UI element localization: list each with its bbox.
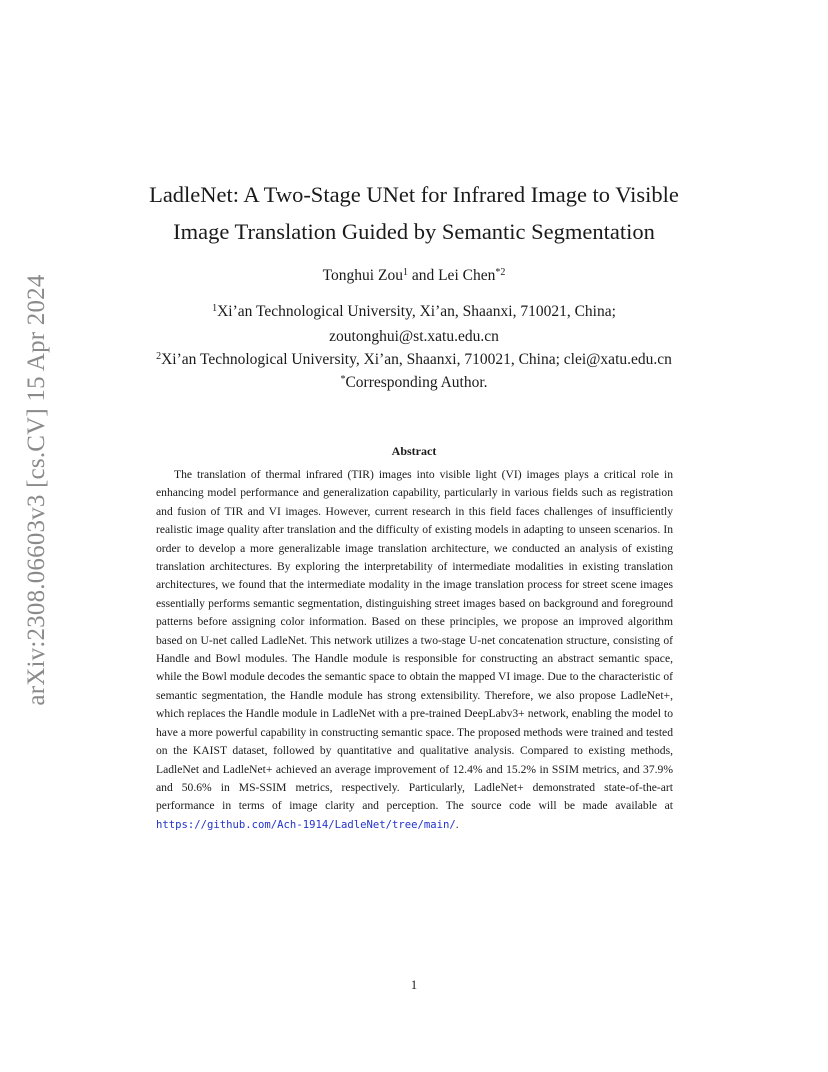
author-connector: and [407, 267, 439, 284]
abstract-heading: Abstract [391, 444, 437, 458]
corresponding-text: Corresponding Author. [345, 374, 488, 391]
author-1-affiliation-mark: 1 [402, 267, 408, 278]
title-line-2: Image Translation Guided by Semantic Segmentation [173, 219, 655, 244]
affiliation-1 [100, 302, 728, 322]
affiliation-2 [100, 350, 728, 370]
affiliation-1-text: Xi’an Technological University, Xi’an, Shaanxi, 710021, China; [217, 303, 616, 320]
affiliation-1-mark: 1 [212, 303, 218, 314]
affiliation-1-email: zoutonghui@st.xatu.edu.cn [329, 328, 499, 345]
source-code-link[interactable]: https://github.com/Ach-1914/LadleNet/tree/main/ [156, 818, 456, 831]
paper-title [100, 176, 728, 250]
author-1-name: Tonghui Zou [322, 267, 403, 284]
abstract-body [156, 466, 673, 834]
author-list [100, 266, 728, 286]
page-number: 1 [410, 978, 418, 992]
abstract-trailing: . [455, 817, 459, 831]
affiliation-2-text: Xi’an Technological University, Xi’an, Shaanxi, 710021, China; clei@xatu.edu.cn [161, 351, 672, 368]
affiliation-2-mark: 2 [156, 351, 162, 362]
arxiv-identifier-stamp: arXiv:2308.06603v3 [cs.CV] 15 Apr 2024 [23, 274, 50, 706]
abstract-text: The translation of thermal infrared (TIR) images into visible light (VI) images plays a critical role in enhancing model performance and generalization capability, particularly in various fields such as registration and fusion of TIR and VI images. However, current research in this field faces challenges of insufficiently realistic image quality after translation and the difficulty of existing models in adapting to unseen scenarios. In order to develop a more generalizable image translation architecture, we conducted an analysis of existing translation architectures. By exploring the interpretability of intermediate modalities in existing translation architectures, we found that the intermediate modality in the image translation process for street scene images essentially performs semantic segmentation, distinguishing street images based on background and foreground patterns before assigning color information. Based on these principles, we propose an improved algorithm based on U-net called LadleNet. This network utilizes a two-stage U-net concatenation structure, consisting of Handle and Bowl modules. The Handle module is responsible for constructing an abstract semantic space, while the Bowl module decodes the semantic space to obtain the mapped VI image. Due to the characteristic of semantic segmentation, the Handle module has strong extensibility. Therefore, we also propose LadleNet+, which replaces the Handle module in LadleNet with a pre-trained DeepLabv3+ network, enabling the model to have a more powerful capability in constructing semantic space. The proposed methods were trained and tested on the KAIST dataset, followed by quantitative and qualitative analysis. Compared to existing methods, LadleNet and LadleNet+ achieved an average improvement of 12.4% and 15.2% in SSIM metrics, and 37.9% and 50.6% in MS-SSIM metrics, respectively. Particularly, LadleNet+ demonstrated state-of-the-art performance in terms of image clarity and perception. The source code will be made available at [156, 468, 673, 813]
corresponding-mark: * [340, 374, 346, 385]
title-line-1: LadleNet: A Two-Stage UNet for Infrared Image to Visible [149, 182, 679, 207]
corresponding-author-note [100, 373, 728, 393]
author-2-affiliation-mark: *2 [495, 267, 506, 278]
author-2-name: Lei Chen [438, 267, 496, 284]
